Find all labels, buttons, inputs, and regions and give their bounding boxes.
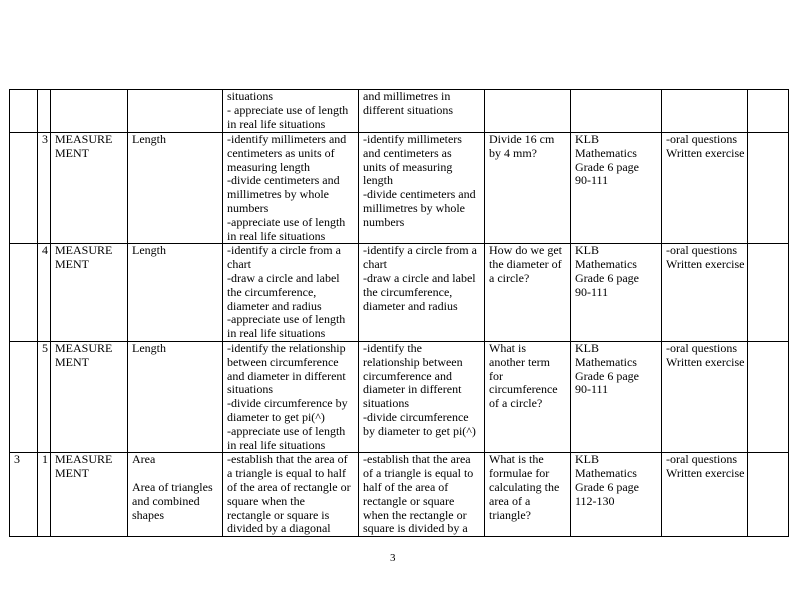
strand-line: MENT xyxy=(55,145,89,160)
learning-resources-line: Grade 6 page xyxy=(575,159,639,174)
learning-experiences-line: circumference and xyxy=(363,368,452,383)
learning-outcomes-line: rectangle or square is xyxy=(227,507,330,522)
key-inquiry-question-line: by 4 mm? xyxy=(489,145,537,160)
learning-outcomes-line: -appreciate use of length xyxy=(227,214,346,229)
learning-experiences-cell xyxy=(359,341,485,452)
strand-line: MEASURE xyxy=(55,243,113,258)
strand-cell xyxy=(51,133,128,244)
reflection-cell xyxy=(748,90,789,133)
learning-outcomes-cell xyxy=(223,90,359,133)
table-row xyxy=(10,133,789,244)
week-cell: 3 xyxy=(10,453,38,537)
key-inquiry-question-line: What is the xyxy=(489,452,544,467)
strand-cell xyxy=(51,453,128,537)
learning-experiences-line: by diameter to get pi(^) xyxy=(363,423,476,438)
key-inquiry-question-line: for xyxy=(489,368,503,383)
learning-outcomes-line: -establish that the area of xyxy=(227,452,348,467)
learning-resources-cell xyxy=(571,453,662,537)
learning-experiences-cell xyxy=(359,90,485,133)
sub-strand-line: Length xyxy=(132,243,166,258)
learning-outcomes-line: diameter and radius xyxy=(227,298,322,313)
strand-cell xyxy=(51,90,128,133)
lesson-cell xyxy=(38,90,51,133)
assessment-methods-line: -oral questions xyxy=(666,452,737,467)
learning-outcomes-line: of the area of rectangle or xyxy=(227,479,351,494)
lesson-cell: 5 xyxy=(38,341,51,452)
sub-strand-line: Length xyxy=(132,132,166,146)
learning-outcomes-line: -identify millimeters and xyxy=(227,132,347,146)
strand-line: MENT xyxy=(55,354,89,369)
sub-strand-line: Area xyxy=(132,452,156,467)
learning-outcomes-line: -appreciate use of length xyxy=(227,312,346,327)
learning-experiences-line: diameter in different xyxy=(363,382,462,397)
learning-resources-line: 90-111 xyxy=(575,284,609,299)
learning-outcomes-cell xyxy=(223,133,359,244)
learning-experiences-line: and centimeters as xyxy=(363,145,452,160)
learning-outcomes-line: -divide circumference by xyxy=(227,396,348,411)
learning-experiences-line: -establish that the area xyxy=(363,452,471,467)
learning-resources-line: Grade 6 page xyxy=(575,368,639,383)
learning-resources-line: KLB xyxy=(575,243,599,258)
learning-outcomes-line: numbers xyxy=(227,200,269,215)
sub-strand-line: Length xyxy=(132,341,166,355)
learning-outcomes-line: measuring length xyxy=(227,159,310,174)
sub-strand-detail-line: Area of triangles xyxy=(132,479,213,494)
assessment-methods-line: Written exercise xyxy=(666,354,745,369)
key-inquiry-question-line: circumference xyxy=(489,382,558,397)
learning-experiences-cell xyxy=(359,244,485,342)
learning-outcomes-line: -appreciate use of length xyxy=(227,423,346,438)
learning-experiences-line: when the rectangle or xyxy=(363,507,467,522)
learning-resources-line: Mathematics xyxy=(575,466,637,481)
learning-outcomes-line: and diameter in different xyxy=(227,368,346,383)
key-inquiry-question-line: a circle? xyxy=(489,270,530,285)
strand-cell xyxy=(51,244,128,342)
learning-outcomes-line: -identify the relationship xyxy=(227,341,346,355)
learning-outcomes-line: in real life situations xyxy=(227,437,326,452)
table-row xyxy=(10,90,789,133)
learning-resources-line: Grade 6 page xyxy=(575,270,639,285)
lesson-cell: 4 xyxy=(38,244,51,342)
learning-outcomes-line: between circumference xyxy=(227,354,339,369)
learning-resources-line: Mathematics xyxy=(575,354,637,369)
sub-strand-detail-line: shapes xyxy=(132,507,164,522)
learning-outcomes-line: divided by a diagonal xyxy=(227,521,331,536)
line-gap xyxy=(132,467,218,481)
key-inquiry-question-line: How do we get xyxy=(489,243,562,258)
learning-resources-cell xyxy=(571,90,662,133)
learning-outcomes-line: -draw a circle and label xyxy=(227,270,340,285)
key-inquiry-question-line: the diameter of xyxy=(489,257,562,272)
learning-resources-line: Grade 6 page xyxy=(575,479,639,494)
key-inquiry-question-line: area of a xyxy=(489,493,531,508)
week-cell xyxy=(10,90,38,133)
learning-resources-cell xyxy=(571,244,662,342)
reflection-cell xyxy=(748,133,789,244)
scheme-of-work-table xyxy=(9,89,789,537)
key-inquiry-question-cell xyxy=(485,341,571,452)
strand-line: MENT xyxy=(55,466,89,481)
sub-strand-cell xyxy=(128,244,223,342)
learning-experiences-line: -identify the xyxy=(363,341,422,355)
key-inquiry-question-line: Divide 16 cm xyxy=(489,132,555,146)
learning-outcomes-line: the circumference, xyxy=(227,284,317,299)
learning-experiences-line: -divide centimeters and xyxy=(363,187,476,202)
reflection-cell xyxy=(748,341,789,452)
lesson-cell: 1 xyxy=(38,453,51,537)
strand-line: MEASURE xyxy=(55,132,113,146)
strand-cell xyxy=(51,341,128,452)
learning-resources-line: Mathematics xyxy=(575,257,637,272)
assessment-methods-line: Written exercise xyxy=(666,257,745,272)
key-inquiry-question-cell xyxy=(485,133,571,244)
learning-experiences-line: numbers xyxy=(363,214,405,229)
table-row xyxy=(10,341,789,452)
key-inquiry-question-cell xyxy=(485,453,571,537)
assessment-methods-line: Written exercise xyxy=(666,145,745,160)
learning-resources-line: 90-111 xyxy=(575,173,609,188)
learning-experiences-line: diameter and radius xyxy=(363,298,458,313)
key-inquiry-question-cell xyxy=(485,244,571,342)
learning-outcomes-cell xyxy=(223,453,359,537)
learning-experiences-line: half of the area of xyxy=(363,479,449,494)
page-number: 3 xyxy=(390,552,396,564)
reflection-cell xyxy=(748,453,789,537)
assessment-methods-line: Written exercise xyxy=(666,466,745,481)
assessment-methods-cell xyxy=(662,453,748,537)
learning-outcomes-line: chart xyxy=(227,257,251,272)
learning-experiences-line: units of measuring xyxy=(363,159,453,174)
sub-strand-cell xyxy=(128,133,223,244)
key-inquiry-question-line: of a circle? xyxy=(489,396,543,411)
learning-resources-line: 90-111 xyxy=(575,382,609,397)
learning-outcomes-line: centimeters as units of xyxy=(227,145,335,160)
week-cell xyxy=(10,341,38,452)
learning-resources-line: Mathematics xyxy=(575,145,637,160)
learning-experiences-line: of a triangle is equal to xyxy=(363,466,474,481)
learning-outcomes-line: situations xyxy=(227,382,274,397)
assessment-methods-line: -oral questions xyxy=(666,341,737,355)
table-row xyxy=(10,244,789,342)
learning-experiences-line: and millimetres in xyxy=(363,89,451,103)
learning-experiences-line: length xyxy=(363,173,393,188)
learning-resources-line: KLB xyxy=(575,452,599,467)
key-inquiry-question-line: What is xyxy=(489,341,526,355)
learning-outcomes-line: -identify a circle from a xyxy=(227,243,341,258)
learning-experiences-line: situations xyxy=(363,396,410,411)
learning-experiences-line: -divide circumference xyxy=(363,409,469,424)
table-body xyxy=(10,90,789,537)
assessment-methods-cell xyxy=(662,90,748,133)
assessment-methods-cell xyxy=(662,133,748,244)
reflection-cell xyxy=(748,244,789,342)
table-row xyxy=(10,453,789,537)
key-inquiry-question-line: formulae for xyxy=(489,466,550,481)
learning-outcomes-line: - appreciate use of length xyxy=(227,102,349,117)
key-inquiry-question-line: another term xyxy=(489,354,550,369)
learning-resources-cell xyxy=(571,341,662,452)
assessment-methods-line: -oral questions xyxy=(666,243,737,258)
sub-strand-cell xyxy=(128,341,223,452)
sub-strand-cell xyxy=(128,90,223,133)
learning-resources-line: KLB xyxy=(575,341,599,355)
strand-line: MENT xyxy=(55,257,89,272)
week-cell xyxy=(10,244,38,342)
learning-outcomes-line: a triangle is equal to half xyxy=(227,466,346,481)
learning-experiences-line: chart xyxy=(363,257,387,272)
strand-line: MEASURE xyxy=(55,341,113,355)
learning-outcomes-line: square when the xyxy=(227,493,305,508)
learning-experiences-line: relationship between xyxy=(363,354,463,369)
learning-outcomes-line: in real life situations xyxy=(227,326,326,341)
learning-outcomes-cell xyxy=(223,244,359,342)
learning-resources-line: 112-130 xyxy=(575,493,615,508)
key-inquiry-question-cell xyxy=(485,90,571,133)
learning-resources-line: KLB xyxy=(575,132,599,146)
key-inquiry-question-line: calculating the xyxy=(489,479,560,494)
learning-experiences-line: the circumference, xyxy=(363,284,453,299)
learning-experiences-line: -identify millimeters xyxy=(363,132,462,146)
learning-outcomes-line: in real life situations xyxy=(227,228,326,243)
week-cell xyxy=(10,133,38,244)
learning-experiences-cell xyxy=(359,133,485,244)
strand-line: MEASURE xyxy=(55,452,113,467)
assessment-methods-line: -oral questions xyxy=(666,132,737,146)
lesson-cell: 3 xyxy=(38,133,51,244)
learning-outcomes-line: in real life situations xyxy=(227,116,326,131)
learning-experiences-line: rectangle or square xyxy=(363,493,455,508)
assessment-methods-cell xyxy=(662,244,748,342)
learning-resources-cell xyxy=(571,133,662,244)
learning-experiences-line: -draw a circle and label xyxy=(363,270,476,285)
learning-experiences-line: square is divided by a xyxy=(363,521,468,536)
sub-strand-cell xyxy=(128,453,223,537)
learning-experiences-cell xyxy=(359,453,485,537)
assessment-methods-cell xyxy=(662,341,748,452)
learning-outcomes-line: situations xyxy=(227,89,274,103)
learning-experiences-line: different situations xyxy=(363,102,454,117)
learning-outcomes-line: -divide centimeters and xyxy=(227,173,340,188)
learning-outcomes-line: diameter to get pi(^) xyxy=(227,409,325,424)
learning-outcomes-line: millimetres by whole xyxy=(227,187,329,202)
learning-experiences-line: millimetres by whole xyxy=(363,200,465,215)
learning-experiences-line: -identify a circle from a xyxy=(363,243,477,258)
key-inquiry-question-line: triangle? xyxy=(489,507,531,522)
learning-outcomes-cell xyxy=(223,341,359,452)
sub-strand-detail-line: and combined xyxy=(132,493,200,508)
